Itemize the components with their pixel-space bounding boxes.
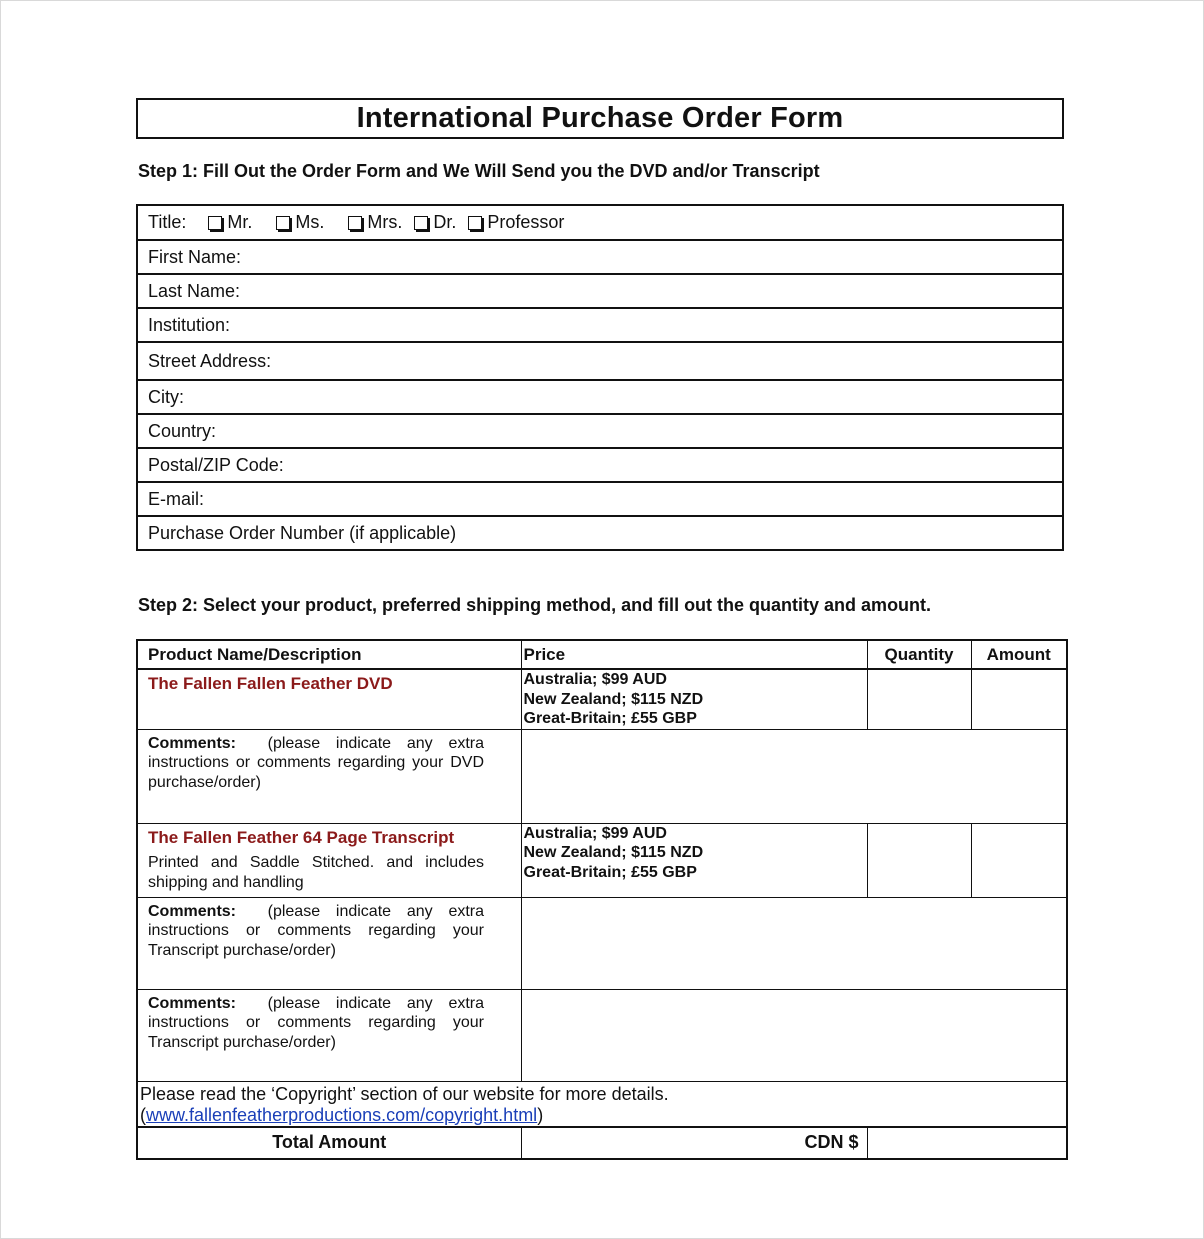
dvd-amount-field[interactable] xyxy=(971,669,1067,729)
country-row[interactable] xyxy=(137,414,1063,448)
institution-field[interactable]: Institution: xyxy=(137,308,1063,342)
checkbox-icon xyxy=(208,216,222,230)
transcript-comment-text: (please indicate any extra instructions or comments regarding your Transcript purchase/order) xyxy=(148,902,485,959)
step-1-heading: Step 1: Fill Out the Order Form and We Will Send you the DVD and/or Transcript xyxy=(138,161,820,181)
extra-comment-row xyxy=(137,989,1067,1081)
city-row[interactable] xyxy=(137,380,1063,414)
transcript-price-australia: Australia; $99 AUD xyxy=(523,824,667,842)
total-row xyxy=(137,1127,1067,1159)
header-amount: Amount xyxy=(971,640,1067,669)
checkbox-icon xyxy=(468,216,482,230)
order-table xyxy=(136,639,1068,1160)
transcript-quantity-field[interactable] xyxy=(867,823,971,897)
dvd-comment-text: (please indicate any extra instructions or comments regarding your DVD purchase/order) xyxy=(148,734,485,791)
institution-row[interactable] xyxy=(137,308,1063,342)
transcript-comment-row xyxy=(137,897,1067,989)
dvd-comment-row xyxy=(137,729,1067,823)
street-address-row[interactable] xyxy=(137,342,1063,380)
form-title: International Purchase Order Form xyxy=(356,102,844,134)
dvd-product-name: The Fallen Fallen Feather DVD xyxy=(148,674,393,693)
dvd-price-great-britain: Great-Britain; £55 GBP xyxy=(523,710,697,727)
total-amount-field[interactable] xyxy=(867,1127,1067,1159)
checkbox-mr[interactable]: Mr. xyxy=(208,212,252,233)
purchase-order-field[interactable]: Purchase Order Number (if applicable) xyxy=(137,516,1063,550)
last-name-row[interactable] xyxy=(137,274,1063,308)
header-price: Price xyxy=(521,640,867,669)
first-name-field[interactable]: First Name: xyxy=(137,240,1063,274)
copyright-text: Please read the ‘Copyright’ section of our website for more details. xyxy=(140,1083,669,1104)
dvd-comment-label: Comments: xyxy=(148,734,237,752)
transcript-comment-label: Comments: xyxy=(148,902,237,920)
header-quantity: Quantity xyxy=(867,640,971,669)
copyright-row: Please read the ‘Copyright’ section of our website for more details. (www.fallenfeatherproductions.com/copyright.html) xyxy=(137,1081,1067,1127)
transcript-prices xyxy=(521,823,867,897)
email-field[interactable]: E-mail: xyxy=(137,482,1063,516)
first-name-row[interactable] xyxy=(137,240,1063,274)
dvd-quantity-field[interactable] xyxy=(867,669,971,729)
title-row xyxy=(137,205,1063,240)
header-product: Product Name/Description xyxy=(137,640,521,669)
email-row[interactable] xyxy=(137,482,1063,516)
dvd-price-australia: Australia; $99 AUD xyxy=(523,671,667,688)
checkbox-icon xyxy=(348,216,362,230)
customer-info-table xyxy=(136,204,1064,551)
purchase-order-row[interactable] xyxy=(137,516,1063,550)
transcript-row xyxy=(137,823,1067,897)
dvd-price-new-zealand: New Zealand; $115 NZD xyxy=(523,690,704,708)
checkbox-dr[interactable]: Dr. xyxy=(414,212,456,233)
transcript-description: Printed and Saddle Stitched. and includes shipping and handling xyxy=(148,853,484,891)
checkbox-ms[interactable]: Ms. xyxy=(276,212,324,233)
dvd-prices xyxy=(521,669,867,729)
checkbox-professor[interactable]: Professor xyxy=(468,212,564,233)
street-address-field[interactable]: Street Address: xyxy=(137,342,1063,380)
country-field[interactable]: Country: xyxy=(137,414,1063,448)
checkbox-icon xyxy=(414,216,428,230)
postal-code-row[interactable] xyxy=(137,448,1063,482)
form-title-box xyxy=(136,98,1064,139)
transcript-amount-field[interactable] xyxy=(971,823,1067,897)
total-amount-label: Total Amount xyxy=(137,1127,521,1159)
checkbox-icon xyxy=(276,216,290,230)
transcript-price-great-britain: Great-Britain; £55 GBP xyxy=(523,863,697,881)
extra-comment-text: (please indicate any extra instructions or comments regarding your Transcript purchase/order) xyxy=(148,994,485,1051)
checkbox-mrs[interactable]: Mrs. xyxy=(348,212,402,233)
dvd-row xyxy=(137,669,1067,729)
extra-comment-label: Comments: xyxy=(148,994,237,1012)
extra-comment-field[interactable] xyxy=(521,989,1067,1081)
transcript-product-name: The Fallen Feather 64 Page Transcript xyxy=(148,827,455,847)
city-field[interactable]: City: xyxy=(137,380,1063,414)
step-2-heading: Step 2: Select your product, preferred shipping method, and fill out the quantity and amount. xyxy=(138,595,932,615)
transcript-comment-field[interactable] xyxy=(521,897,1067,989)
currency-label: CDN $ xyxy=(521,1127,867,1159)
transcript-price-new-zealand: New Zealand; $115 NZD xyxy=(523,844,704,861)
last-name-field[interactable]: Last Name: xyxy=(137,274,1063,308)
title-label: Title: xyxy=(148,212,187,232)
order-table-header xyxy=(137,640,1067,669)
copyright-link[interactable]: www.fallenfeatherproductions.com/copyright.html xyxy=(146,1104,538,1125)
postal-code-field[interactable]: Postal/ZIP Code: xyxy=(137,448,1063,482)
dvd-comment-field[interactable] xyxy=(521,729,1067,823)
